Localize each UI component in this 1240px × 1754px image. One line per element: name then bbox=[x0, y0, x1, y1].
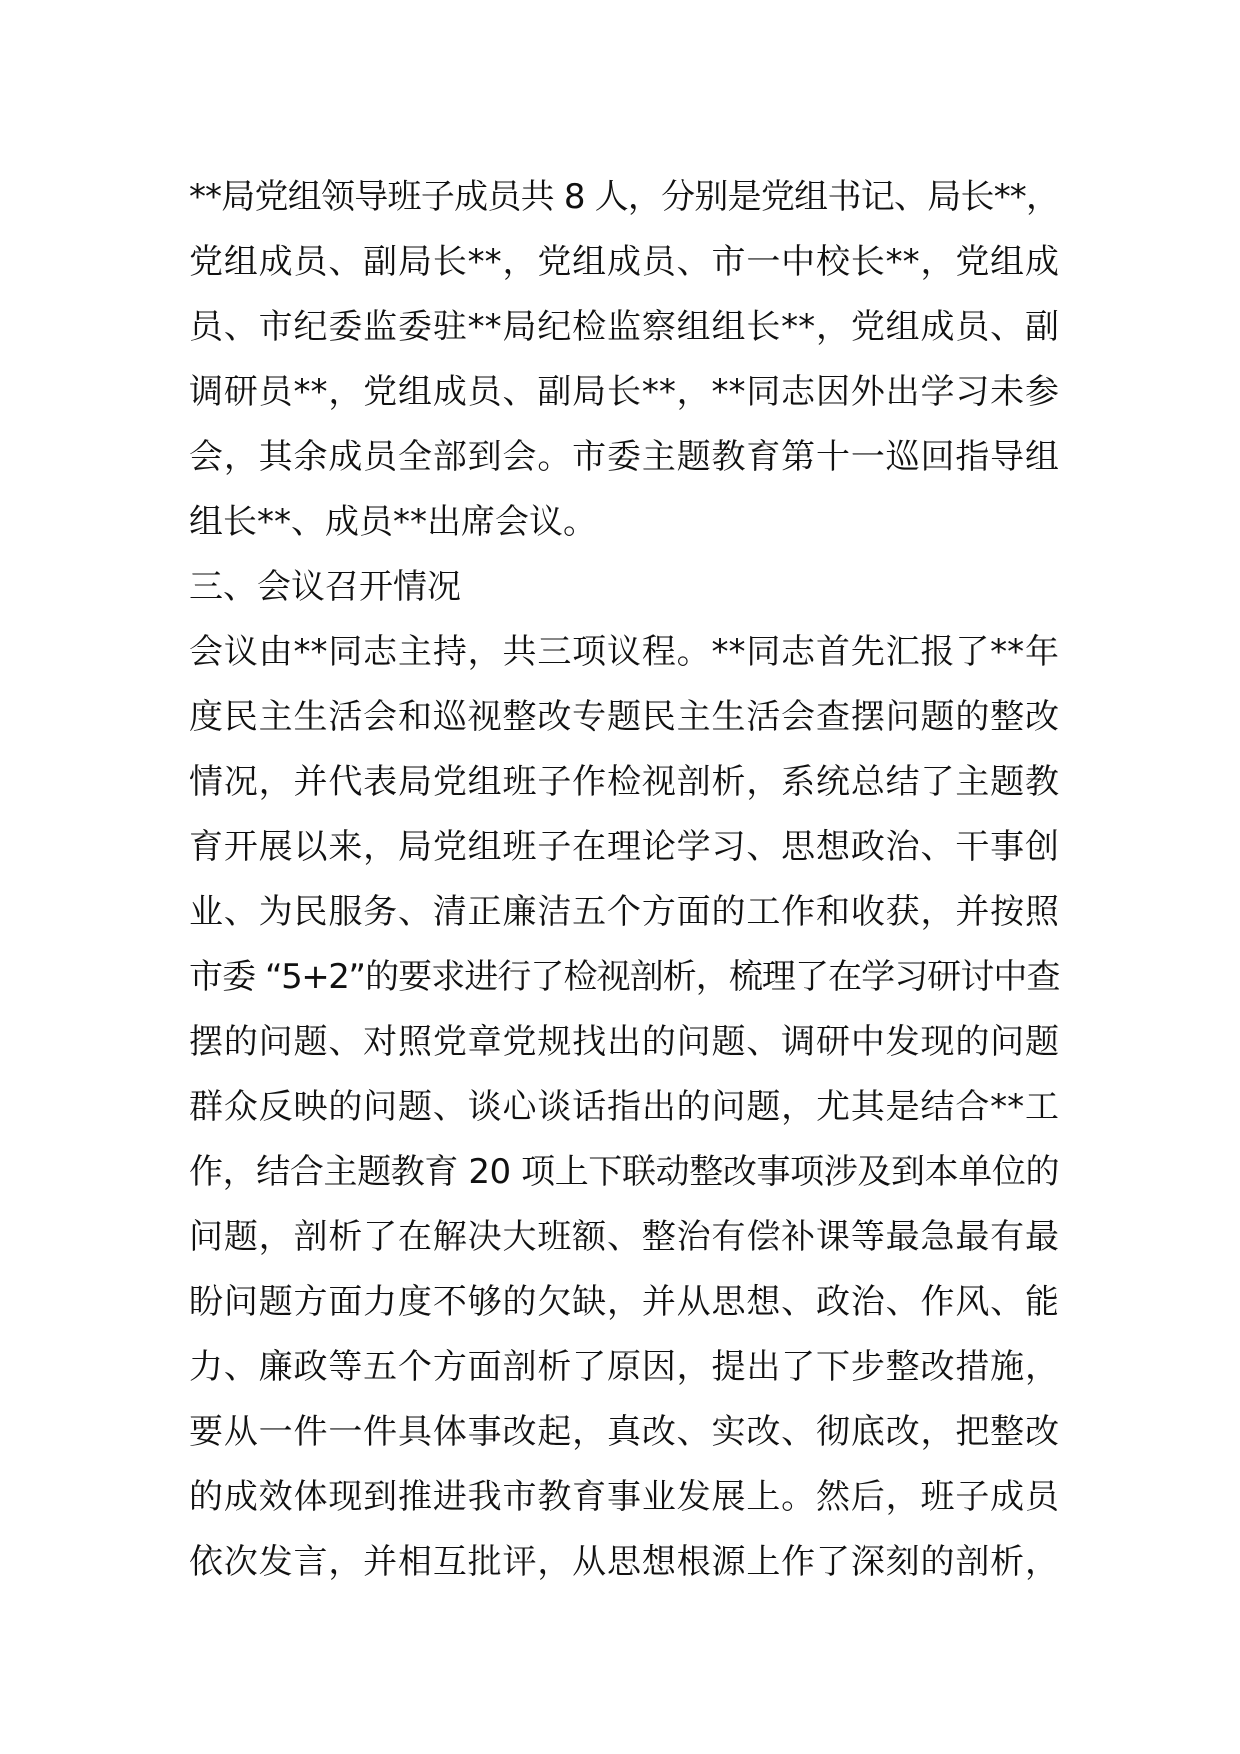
text-line: 业、为民服务、清正廉洁五个方面的工作和收获，并按照 bbox=[189, 892, 1059, 932]
text-line: 摆的问题、对照党章党规找出的问题、调研中发现的问题 bbox=[189, 1022, 1059, 1062]
document-body bbox=[189, 165, 1059, 1595]
text-line: 党组成员、副局长**，党组成员、市一中校长**，党组成 bbox=[189, 242, 1059, 282]
section-heading: 三、会议召开情况 bbox=[189, 567, 461, 607]
text-line: 问题，剖析了在解决大班额、整治有偿补课等最急最有最 bbox=[189, 1217, 1059, 1257]
paragraph-attendance bbox=[189, 165, 1059, 555]
text-line: 组长**、成员**出席会议。 bbox=[189, 502, 597, 542]
text-line: **局党组领导班子成员共 8 人，分别是党组书记、局长**， bbox=[189, 177, 1059, 217]
text-line: 调研员**，党组成员、副局长**，**同志因外出学习未参 bbox=[189, 372, 1059, 412]
text-line: 会，其余成员全部到会。市委主题教育第十一巡回指导组 bbox=[189, 437, 1059, 477]
text-line: 会议由**同志主持，共三项议程。**同志首先汇报了**年 bbox=[189, 632, 1059, 672]
text-line: 作，结合主题教育 20 项上下联动整改事项涉及到本单位的 bbox=[189, 1152, 1059, 1192]
text-line: 群众反映的问题、谈心谈话指出的问题，尤其是结合**工 bbox=[189, 1087, 1059, 1127]
text-line: 度民主生活会和巡视整改专题民主生活会查摆问题的整改 bbox=[189, 697, 1059, 737]
paragraph-meeting bbox=[189, 620, 1059, 1595]
text-line: 的成效体现到推进我市教育事业发展上。然后，班子成员 bbox=[189, 1477, 1059, 1517]
text-line: 育开展以来，局党组班子在理论学习、思想政治、干事创 bbox=[189, 827, 1059, 867]
text-line: 盼问题方面力度不够的欠缺，并从思想、政治、作风、能 bbox=[189, 1282, 1059, 1322]
text-line: 员、市纪委监委驻**局纪检监察组组长**，党组成员、副 bbox=[189, 307, 1059, 347]
text-line: 情况，并代表局党组班子作检视剖析，系统总结了主题教 bbox=[189, 762, 1059, 802]
text-line: 依次发言，并相互批评，从思想根源上作了深刻的剖析， bbox=[189, 1542, 1059, 1582]
text-line: 力、廉政等五个方面剖析了原因，提出了下步整改措施， bbox=[189, 1347, 1059, 1387]
text-line: 市委 “5+2”的要求进行了检视剖析，梳理了在学习研讨中查 bbox=[189, 957, 1059, 997]
text-line: 要从一件一件具体事改起，真改、实改、彻底改，把整改 bbox=[189, 1412, 1059, 1452]
